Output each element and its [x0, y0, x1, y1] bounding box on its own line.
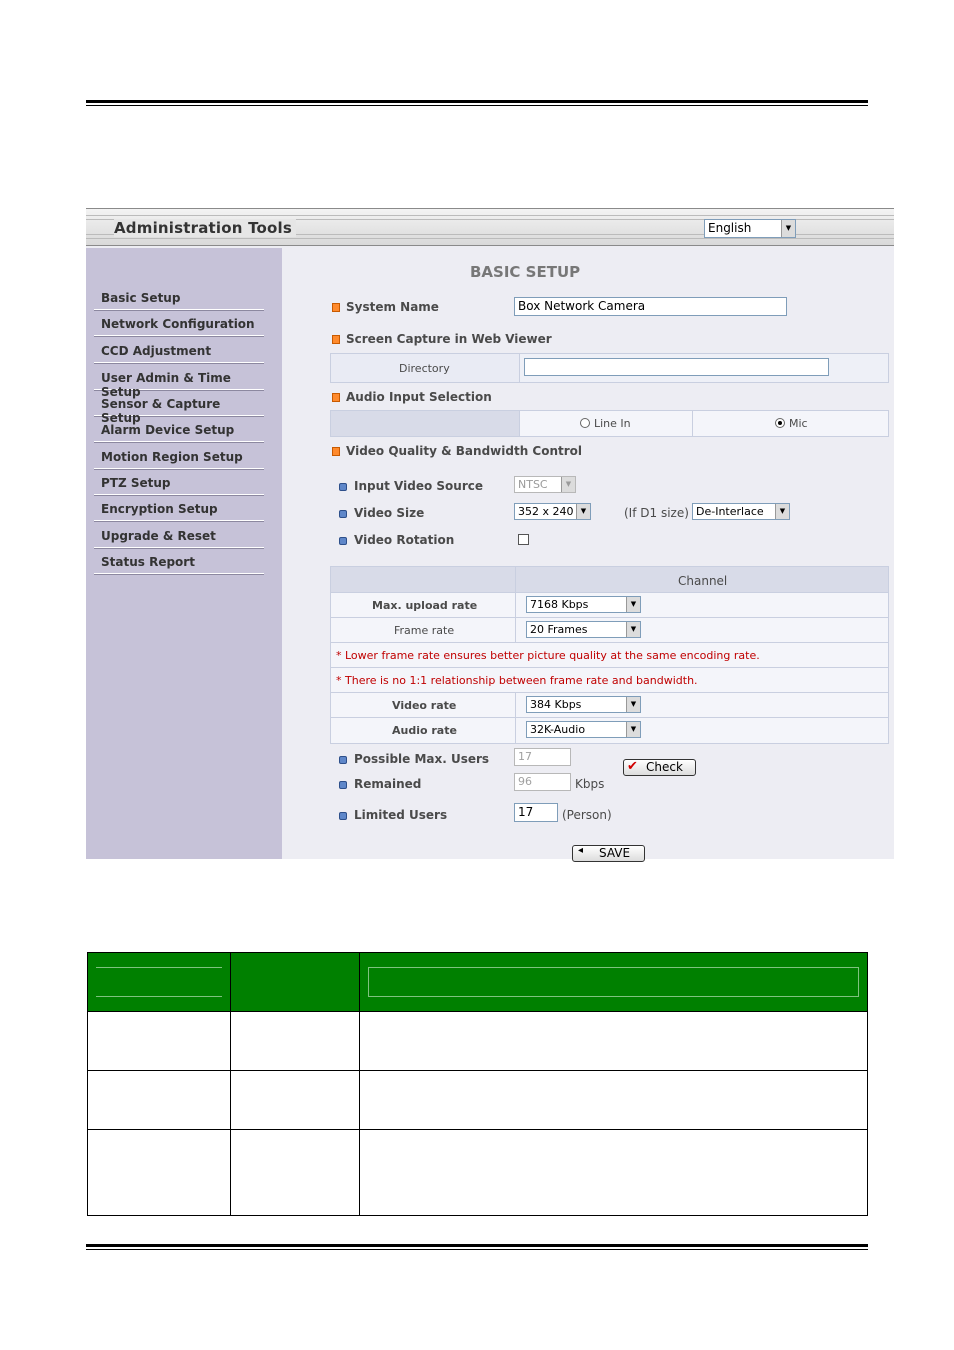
frame-rate-label: Frame rate: [394, 624, 455, 637]
chevron-down-icon: ▼: [561, 477, 575, 492]
sidebar-item-label: Basic Setup: [101, 291, 181, 305]
audio-rate-value: 32K-Audio: [530, 723, 586, 736]
sidebar-item-label: Motion Region Setup: [101, 450, 243, 464]
sidebar-item-basic-setup[interactable]: [94, 284, 264, 310]
screen-capture-label: Screen Capture in Web Viewer: [332, 332, 552, 346]
page-title: BASIC SETUP: [470, 263, 581, 281]
frame-rate-value-cell: [515, 617, 889, 643]
video-size-select[interactable]: [514, 503, 591, 520]
bullet-icon: [332, 335, 340, 344]
sidebar-item-label: Status Report: [101, 555, 195, 569]
table-row: [88, 1129, 867, 1215]
input-source-label: Input Video Source: [339, 479, 483, 493]
sidebar-item-label: CCD Adjustment: [101, 344, 212, 358]
sidebar-item-label: PTZ Setup: [101, 476, 171, 490]
sidebar-item-label: Network Configuration: [101, 317, 255, 331]
chevron-down-icon: ▼: [626, 697, 640, 712]
channel-header: Channel: [678, 574, 728, 588]
audio-rate-label-cell: [330, 717, 516, 744]
sidebar-item-status-report[interactable]: [94, 548, 264, 574]
table-header-cell: [88, 953, 231, 1011]
input-source-value: NTSC: [518, 478, 548, 491]
sidebar-item-encryption-setup[interactable]: [94, 495, 264, 521]
video-rate-label: Video rate: [392, 699, 457, 712]
bullet-icon: [339, 483, 347, 491]
limited-users-input[interactable]: 17: [514, 803, 558, 822]
radio-checked-icon: [775, 418, 785, 428]
frame-rate-value: 20 Frames: [530, 623, 588, 636]
bullet-icon: [339, 812, 347, 820]
remained-field: 96: [514, 773, 571, 791]
chevron-down-icon: ▼: [626, 622, 640, 637]
audio-rate-select[interactable]: [526, 721, 641, 738]
limited-users-label: Limited Users: [339, 808, 447, 822]
audio-mic-cell: [692, 410, 889, 437]
sidebar-item-label: Encryption Setup: [101, 502, 218, 516]
bullet-icon: [339, 537, 347, 545]
video-rate-value: 384 Kbps: [530, 698, 582, 711]
sidebar-item-label: Sensor & Capture Setup: [101, 397, 221, 425]
system-name-label: System Name: [332, 300, 439, 314]
audio-line-in-option[interactable]: Line In: [580, 417, 631, 430]
radio-icon: [580, 418, 590, 428]
directory-input[interactable]: [524, 358, 829, 376]
save-button[interactable]: [572, 845, 645, 862]
max-upload-value: 7168 Kbps: [530, 598, 589, 611]
save-button-label: SAVE: [599, 846, 631, 860]
video-quality-label: Video Quality & Bandwidth Control: [332, 444, 582, 458]
sidebar-item-label: User Admin & Time Setup: [101, 371, 231, 399]
chevron-down-icon: ▼: [626, 597, 640, 612]
directory-value-cell: [519, 353, 889, 383]
video-rate-label-cell: [330, 692, 516, 718]
video-rotation-label: Video Rotation: [339, 533, 454, 547]
channel-header-empty: [330, 566, 516, 593]
chevron-down-icon: ▼: [576, 504, 590, 519]
language-select[interactable]: [704, 219, 796, 238]
admin-screenshot: [86, 208, 894, 859]
description-table: [87, 952, 868, 1216]
table-row: [88, 1011, 867, 1070]
d1-size-label: (If D1 size): [624, 506, 689, 520]
person-unit: (Person): [562, 808, 612, 822]
sidebar-item-motion-region[interactable]: [94, 443, 264, 469]
kbps-unit: Kbps: [575, 777, 605, 791]
audio-line-in-cell: [519, 410, 693, 437]
max-upload-value-cell: [515, 592, 889, 618]
video-rotation-checkbox[interactable]: [518, 534, 529, 545]
check-button[interactable]: [623, 759, 696, 776]
admin-title: Administration Tools: [114, 219, 296, 237]
bullet-icon: [332, 303, 340, 312]
audio-empty-cell: [330, 410, 520, 437]
max-upload-label: Max. upload rate: [372, 599, 478, 612]
admin-header: [86, 208, 894, 246]
main-panel: [282, 248, 894, 859]
sidebar-item-upgrade-reset[interactable]: [94, 522, 264, 548]
sidebar-item-label: Alarm Device Setup: [101, 423, 235, 437]
frame-rate-note: * Lower frame rate ensures better picture quality at the same encoding rate.: [336, 649, 760, 662]
bandwidth-note: * There is no 1:1 relationship between frame rate and bandwidth.: [336, 674, 698, 687]
max-upload-label-cell: [330, 592, 516, 618]
d1-mode-value: De-Interlace: [696, 505, 764, 518]
bottom-rule: [86, 1244, 868, 1250]
sidebar-item-ccd-adjustment[interactable]: [94, 337, 264, 363]
sidebar: [86, 248, 282, 859]
input-source-select: [514, 476, 576, 493]
top-rule: [86, 100, 868, 106]
directory-label-cell: [330, 353, 520, 383]
table-header-cell: [231, 953, 360, 1011]
possible-users-label: Possible Max. Users: [339, 752, 489, 766]
d1-mode-select[interactable]: [692, 503, 790, 520]
frame-rate-select[interactable]: [526, 621, 641, 638]
chevron-down-icon: ▼: [626, 722, 640, 737]
note-row-1: [330, 642, 889, 668]
chevron-down-icon: ▼: [781, 220, 795, 237]
bullet-icon: [332, 447, 340, 456]
frame-rate-label-cell: [330, 617, 516, 643]
audio-mic-option[interactable]: Mic: [775, 417, 808, 430]
bullet-icon: [339, 756, 347, 764]
table-row: [88, 1070, 867, 1129]
audio-rate-value-cell: [515, 717, 889, 744]
sidebar-item-label: Upgrade & Reset: [101, 529, 216, 543]
system-name-input[interactable]: Box Network Camera: [514, 297, 787, 316]
video-size-value: 352 x 240: [518, 505, 574, 518]
bullet-icon: [339, 781, 347, 789]
sidebar-item-ptz-setup[interactable]: [94, 469, 264, 495]
check-button-label: Check: [646, 760, 683, 774]
possible-users-field: 17: [514, 748, 571, 766]
audio-input-label: Audio Input Selection: [332, 390, 492, 404]
checkmark-icon: ✔: [627, 759, 638, 774]
sidebar-item-user-admin[interactable]: [94, 364, 264, 399]
video-size-label: Video Size: [339, 506, 424, 520]
audio-rate-label: Audio rate: [392, 724, 457, 737]
table-header-cell: [360, 953, 867, 1011]
chevron-down-icon: ▼: [775, 504, 789, 519]
bullet-icon: [339, 510, 347, 518]
remained-label: Remained: [339, 777, 421, 791]
channel-header-cell: [515, 566, 889, 593]
directory-label: Directory: [399, 362, 450, 375]
video-rate-value-cell: [515, 692, 889, 718]
bullet-icon: [332, 393, 340, 402]
sidebar-item-alarm-device[interactable]: [94, 416, 264, 442]
max-upload-select[interactable]: [526, 596, 641, 613]
note-row-2: [330, 667, 889, 693]
sidebar-item-sensor-capture[interactable]: [94, 390, 264, 425]
sidebar-item-network-configuration[interactable]: [94, 310, 264, 336]
video-rate-select[interactable]: [526, 696, 641, 713]
arrow-left-icon: ◂: [578, 845, 584, 856]
language-value: English: [708, 221, 752, 235]
